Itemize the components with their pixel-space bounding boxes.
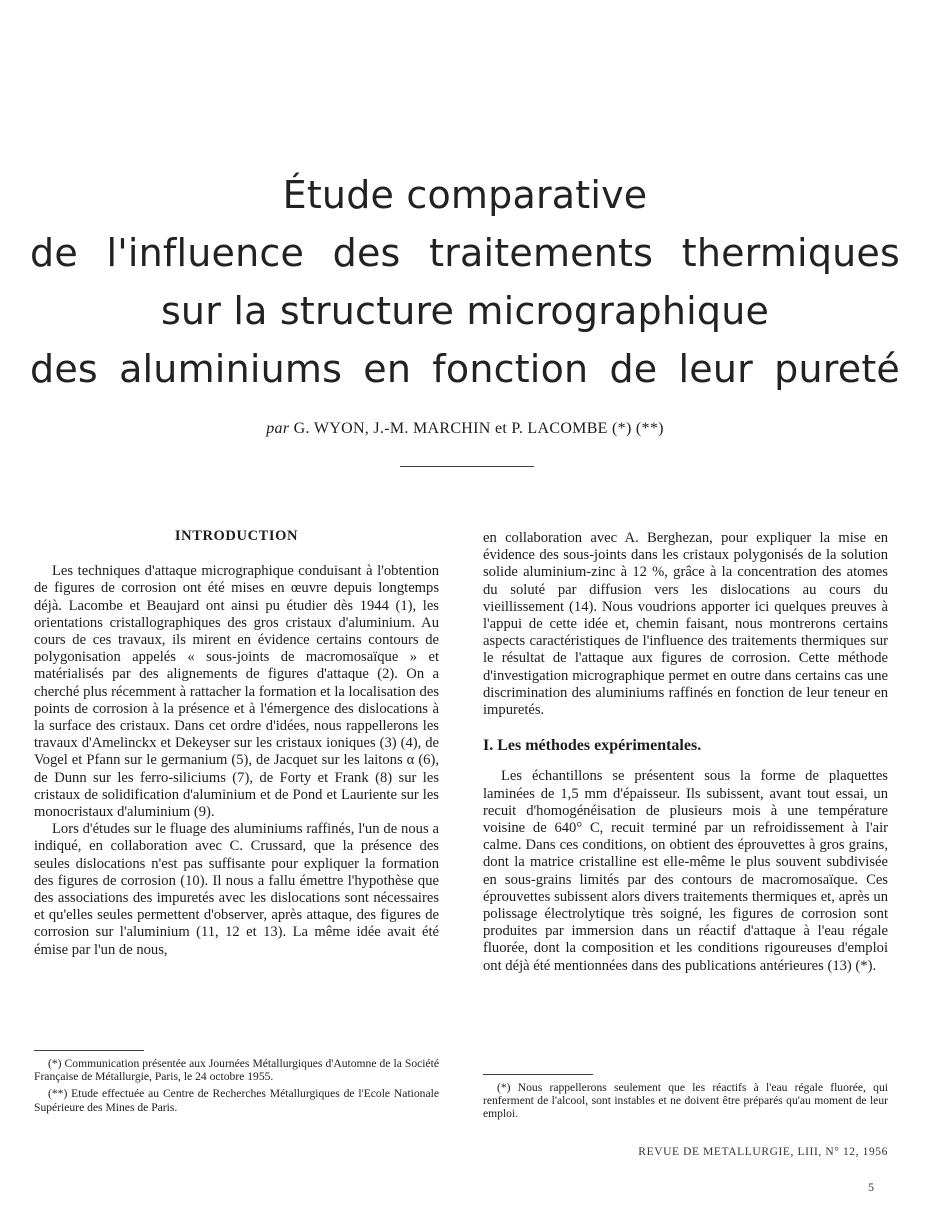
title-line-3: sur la structure micrographique: [160, 289, 770, 333]
footnotes-left: [34, 1050, 439, 1118]
footnote-communication: (*) Communication présentée aux Journées Métallurgiques d'Automne de la Société Française de Métallurgie, Paris, le 24 octobre 1955.: [34, 1057, 439, 1084]
methods-heading: I. Les méthodes expérimentales.: [483, 737, 702, 755]
page-number: 5: [868, 1180, 874, 1194]
left-column: [34, 528, 439, 959]
footnote-divider: [483, 1074, 593, 1075]
journal-reference: REVUE DE METALLURGIE, LIII, N° 12, 1956: [638, 1146, 888, 1158]
methods-paragraph-1: Les échantillons se présentent sous la forme de plaquettes laminées de 1,5 mm d'épaisseur. Ils subissent, avant tout essai, un recuit d'homogénéisation de plusieurs mois à une température voisine de 640° C, recuit terminé par un refroidissement à l'air calme. Dans ces conditions, on obtient des éprouvettes à gros grains, dont la matrice cristalline est elle-même le plus souvent subdivisée en sous-grains limités par des contours de macromosaïque. Ces éprouvettes subissent alors divers traitements thermiques et, après un polissage électrolytique très soigné, les figures de corrosion sont produites par immersion dans un réactif d'attaque à l'eau régale fluorée, dont la composition et les conditions rigoureuses d'emploi ont déjà été mentionnées dans des publications antérieures (13) (*).: [483, 768, 888, 974]
author-names: G. WYON, J.-M. MARCHIN et P. LACOMBE (*) (**): [293, 420, 664, 437]
right-column: [483, 530, 888, 975]
title-divider: [400, 466, 534, 467]
footnote-reagents: (*) Nous rappellerons seulement que les réactifs à l'eau régale fluorée, qui renferment de l'alcool, sont instables et ne doivent être préparés qu'au moment de leur emploi.: [483, 1081, 888, 1121]
title-line-2: de l'influence des traitements thermiques: [30, 231, 900, 275]
intro-paragraph-1: Les techniques d'attaque micrographique conduisant à l'obtention de figures de corrosion ont été mises en œuvre depuis longtemps déjà. Lacombe et Beaujard ont ainsi pu étudier dès 1944 (1), les orientations cristallographiques des gros cristaux d'aluminium. Au cours de ces travaux, ils mirent en évidence certains contours de polygonisation appelés « sous-joints de macromosaïque » et matérialisés par des alignements de figures d'attaque (2). On a cherché plus récemment à rattacher la formation et la localisation des points de corrosion à la présence et à l'émergence des dislocations à la surface des cristaux. Dans cet ordre d'idées, nous rappellerons les travaux d'Amelinckx et Dekeyser sur les cristaux ioniques (3) (4), de Vogel et Pfann sur le germanium (5), de Jacquet sur les laitons α (6), de Dunn sur les ferro-siliciums (7), de Forty et Frank (8) sur les cristaux de solidification d'aluminium et de Pond et Lauriente sur les monocristaux d'aluminium (9).: [34, 563, 439, 821]
footnote-divider: [34, 1050, 144, 1051]
intro-paragraph-2: Lors d'études sur le fluage des aluminiums raffinés, l'un de nous a indiqué, en collaboration avec C. Crussard, que la présence des seules dislocations n'est pas suffisante pour expliquer la formation des figures de corrosion (10). Il nous a fallu émettre l'hypothèse que des associations des impuretés avec les dislocations sont nécessaires et qu'elles seules permettent d'observer, après attaque, des figures de corrosion sur l'aluminium (11, 12 et 13). La même idée avait été émise par l'un de nous,: [34, 821, 439, 958]
author-line: [0, 420, 930, 438]
title-line-4: des aluminiums en fonction de leur pureté: [30, 347, 900, 391]
title-line-1: Étude comparative: [282, 173, 648, 217]
intro-paragraph-continued: en collaboration avec A. Berghezan, pour expliquer la mise en évidence des sous-joints dans les cristaux polygonisés de la solution solide aluminium-zinc à 12 %, grâce à la concentration des atomes du soluté par diffusion vers les dislocations au cours du vieillissement (14). Nous voudrions apporter ici quelques preuves à l'appui de cette idée et, chemin faisant, nous montrerons certains aspects caractéristiques de l'influence des traitements thermiques sur le résultat de l'attaque aux figures de corrosion. Cette méthode d'investigation micrographique permet en outre dans certains cas une discrimination des aluminiums raffinés en fonction de leur teneur en impuretés.: [483, 530, 888, 719]
introduction-heading: INTRODUCTION: [174, 528, 299, 544]
footnote-study-location: (**) Etude effectuée au Centre de Recherches Métallurgiques de l'Ecole Nationale Supérieure des Mines de Paris.: [34, 1087, 439, 1114]
article-title: [30, 166, 900, 398]
footnotes-right: [483, 1074, 888, 1125]
author-prefix: par: [266, 420, 290, 437]
